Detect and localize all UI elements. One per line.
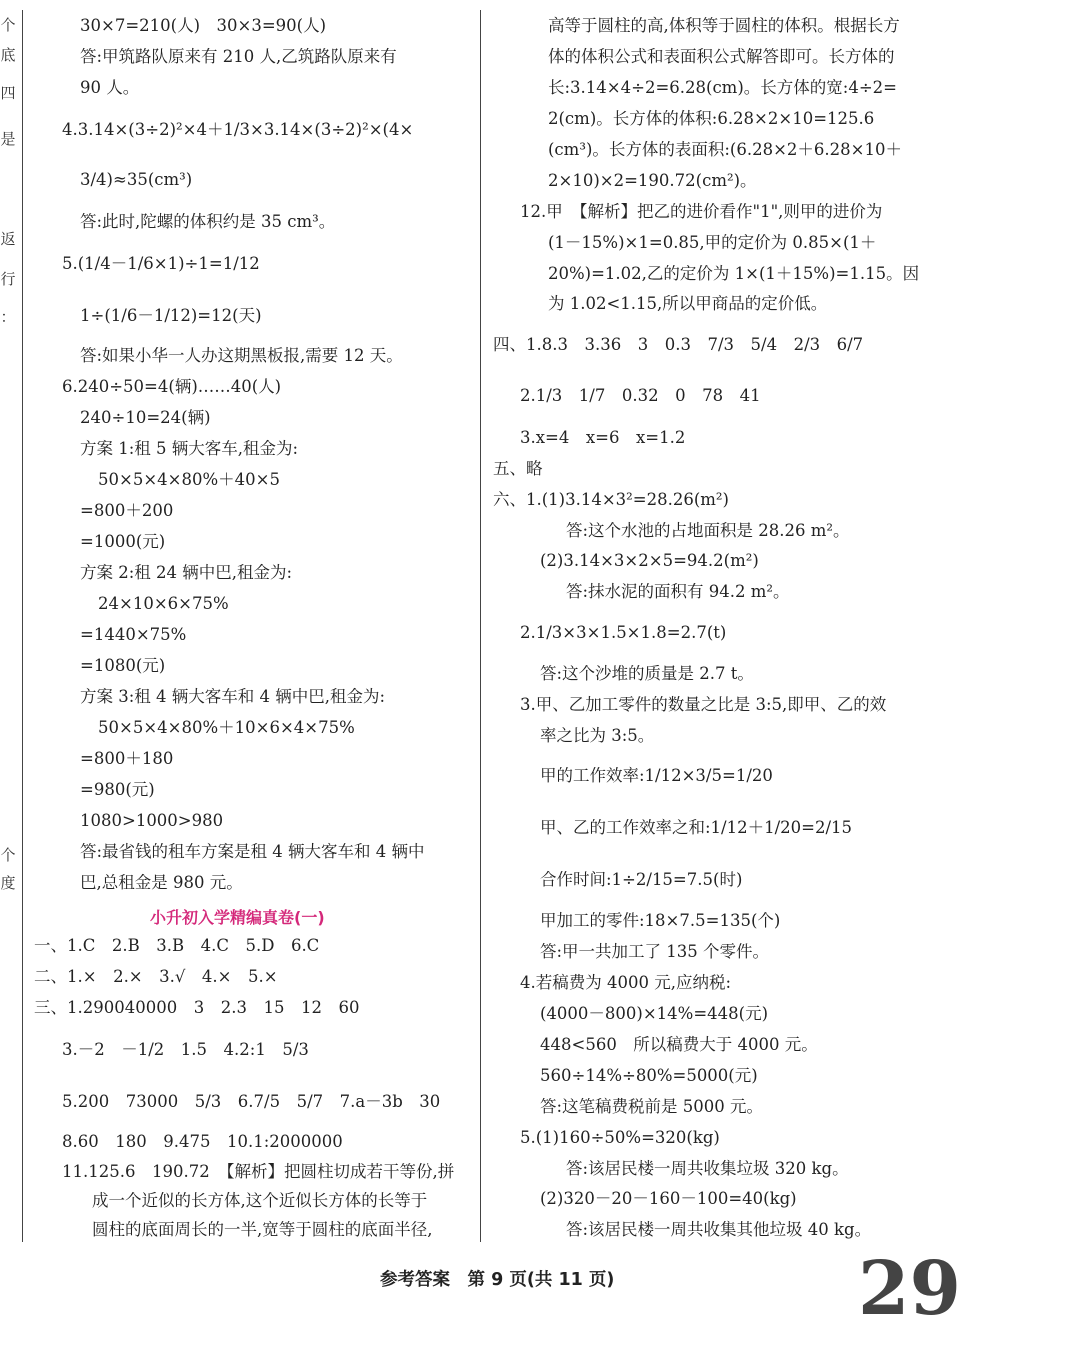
- answer-line: 方案 3:租 4 辆大客车和 4 辆中巴,租金为:: [80, 687, 386, 706]
- answer-line: =800＋180: [80, 749, 174, 768]
- answer-line: 体的体积公式和表面积公式解答即可。长方体的: [548, 47, 895, 66]
- answer-line: 24×10×6×75%: [98, 594, 229, 613]
- answer-line: 二、1.× 2.× 3.√ 4.× 5.×: [34, 967, 278, 986]
- answer-line: 5.(1/4－1/6×1)÷1=1/12: [62, 254, 260, 273]
- answer-line: 8.60 180 9.475 10.1:2000000: [62, 1132, 343, 1151]
- margin-hint: 是: [0, 130, 16, 148]
- answer-line: 50×5×4×80%＋40×5: [98, 470, 280, 489]
- answer-line: 答:这个水池的占地面积是 28.26 m²。: [566, 521, 850, 540]
- answer-line: 12.甲 【解析】把乙的进价看作"1",则甲的进价为: [520, 202, 883, 221]
- answer-line: 4.若稿费为 4000 元,应纳税:: [520, 973, 732, 992]
- answer-line: 率之比为 3:5。: [540, 726, 655, 745]
- answer-line: 2.1/3×3×1.5×1.8=2.7(t): [520, 623, 727, 642]
- answer-line: 5.200 73000 5/3 6.7/5 5/7 7.a－3b 30: [62, 1092, 441, 1111]
- answer-line: 90 人。: [80, 78, 140, 97]
- answer-line: =800＋200: [80, 501, 174, 520]
- answer-line: 560÷14%÷80%=5000(元): [540, 1066, 758, 1085]
- answer-line: 成一个近似的长方体,这个近似长方体的长等于: [92, 1191, 428, 1210]
- margin-hint: 个: [0, 16, 16, 34]
- answer-line: 1080>1000>980: [80, 811, 224, 830]
- answer-line: 3.甲、乙加工零件的数量之比是 3:5,即甲、乙的效: [520, 695, 887, 714]
- answer-line: 答:这个沙堆的质量是 2.7 t。: [540, 664, 754, 683]
- answer-line: 五、略: [493, 459, 543, 478]
- answer-line: 高等于圆柱的高,体积等于圆柱的体积。根据长方: [548, 16, 900, 35]
- answer-line: 答:该居民楼一周共收集其他垃圾 40 kg。: [566, 1220, 872, 1239]
- answer-line: 3/4)≈35(cm³): [80, 170, 193, 189]
- answer-line: 圆柱的底面周长的一半,宽等于圆柱的底面半径,: [92, 1220, 433, 1239]
- answer-line: 六、1.(1)3.14×3²=28.26(m²): [493, 490, 729, 509]
- answer-line: 方案 2:租 24 辆中巴,租金为:: [80, 563, 293, 582]
- answer-line: 2(cm)。长方体的体积:6.28×2×10=125.6: [548, 109, 875, 128]
- answer-line: 甲、乙的工作效率之和:1/12＋1/20=2/15: [540, 818, 853, 837]
- margin-hint: 四: [0, 84, 16, 102]
- answer-line: =980(元): [80, 780, 155, 799]
- answer-line: 448<560 所以稿费大于 4000 元。: [540, 1035, 818, 1054]
- answer-line: 答:甲筑路队原来有 210 人,乙筑路队原来有: [80, 47, 397, 66]
- answer-line: 3.－2 －1/2 1.5 4.2:1 5/3: [62, 1040, 309, 1059]
- answer-line: (4000－800)×14%=448(元): [540, 1004, 769, 1023]
- answer-line: =1440×75%: [80, 625, 187, 644]
- answer-line: =1080(元): [80, 656, 166, 675]
- answer-line: 5.(1)160÷50%=320(kg): [520, 1128, 720, 1147]
- answer-line: 4.3.14×(3÷2)²×4＋1/3×3.14×(3÷2)²×(4×: [62, 120, 414, 139]
- answer-line: (2)320－20－160－100=40(kg): [540, 1189, 797, 1208]
- answer-line: 2.1/3 1/7 0.32 0 78 41: [520, 386, 761, 405]
- answer-line: 答:如果小华一人办这期黑板报,需要 12 天。: [80, 346, 403, 365]
- answer-line: 合作时间:1÷2/15=7.5(时): [540, 870, 743, 889]
- answer-line: 三、1.290040000 3 2.3 15 12 60: [34, 998, 360, 1017]
- answer-line: 30×7=210(人) 30×3=90(人): [80, 16, 327, 35]
- answer-line: 答:抹水泥的面积有 94.2 m²。: [566, 582, 790, 601]
- answer-line: 2×10)×2=190.72(cm²)。: [548, 171, 757, 190]
- answer-line: 答:最省钱的租车方案是租 4 辆大客车和 4 辆中: [80, 842, 425, 861]
- margin-hint: 度: [0, 874, 16, 892]
- answer-line: 答:这笔稿费税前是 5000 元。: [540, 1097, 764, 1116]
- answer-line: (cm³)。长方体的表面积:(6.28×2＋6.28×10＋: [548, 140, 902, 159]
- answer-line: 巴,总租金是 980 元。: [80, 873, 243, 892]
- margin-hint: 返: [0, 230, 16, 248]
- answer-line: 答:该居民楼一周共收集垃圾 320 kg。: [566, 1159, 849, 1178]
- margin-hint: 底: [0, 46, 16, 64]
- section-title: 小升初入学精编真卷(一): [150, 908, 325, 927]
- answer-line: 240÷10=24(辆): [80, 408, 211, 427]
- answer-line: =1000(元): [80, 532, 166, 551]
- answer-line: (2)3.14×3×2×5=94.2(m²): [540, 551, 759, 570]
- answer-line: 为 1.02<1.15,所以甲商品的定价低。: [548, 294, 828, 313]
- answer-line: 11.125.6 190.72 【解析】把圆柱切成若干等份,拼: [62, 1162, 455, 1181]
- left-margin-rule: [22, 10, 23, 1242]
- answer-line: 20%)=1.02,乙的定价为 1×(1＋15%)=1.15。因: [548, 264, 920, 283]
- answer-line: (1－15%)×1=0.85,甲的定价为 0.85×(1＋: [548, 233, 877, 252]
- answer-line: 方案 1:租 5 辆大客车,租金为:: [80, 439, 299, 458]
- margin-hint: 个: [0, 846, 16, 864]
- answer-line: 1÷(1/6－1/12)=12(天): [80, 306, 262, 325]
- answer-line: 四、1.8.3 3.36 3 0.3 7/3 5/4 2/3 6/7: [493, 335, 864, 354]
- margin-hint: 行: [0, 270, 16, 288]
- column-divider: [480, 10, 481, 1242]
- answer-line: 3.x=4 x=6 x=1.2: [520, 428, 686, 447]
- answer-line: 甲的工作效率:1/12×3/5=1/20: [540, 766, 773, 785]
- answer-line: 一、1.C 2.B 3.B 4.C 5.D 6.C: [34, 936, 320, 955]
- answer-line: 答:甲一共加工了 135 个零件。: [540, 942, 770, 961]
- answer-line: 甲加工的零件:18×7.5=135(个): [540, 911, 781, 930]
- answer-line: 50×5×4×80%＋10×6×4×75%: [98, 718, 355, 737]
- page-number: 29: [858, 1246, 961, 1332]
- answer-line: 6.240÷50=4(辆)……40(人): [62, 377, 282, 396]
- answer-line: 答:此时,陀螺的体积约是 35 cm³。: [80, 212, 336, 231]
- margin-hint: ：: [0, 308, 16, 326]
- answer-line: 长:3.14×4÷2=6.28(cm)。长方体的宽:4÷2=: [548, 78, 897, 97]
- page-footer: 参考答案 第 9 页(共 11 页): [380, 1270, 615, 1290]
